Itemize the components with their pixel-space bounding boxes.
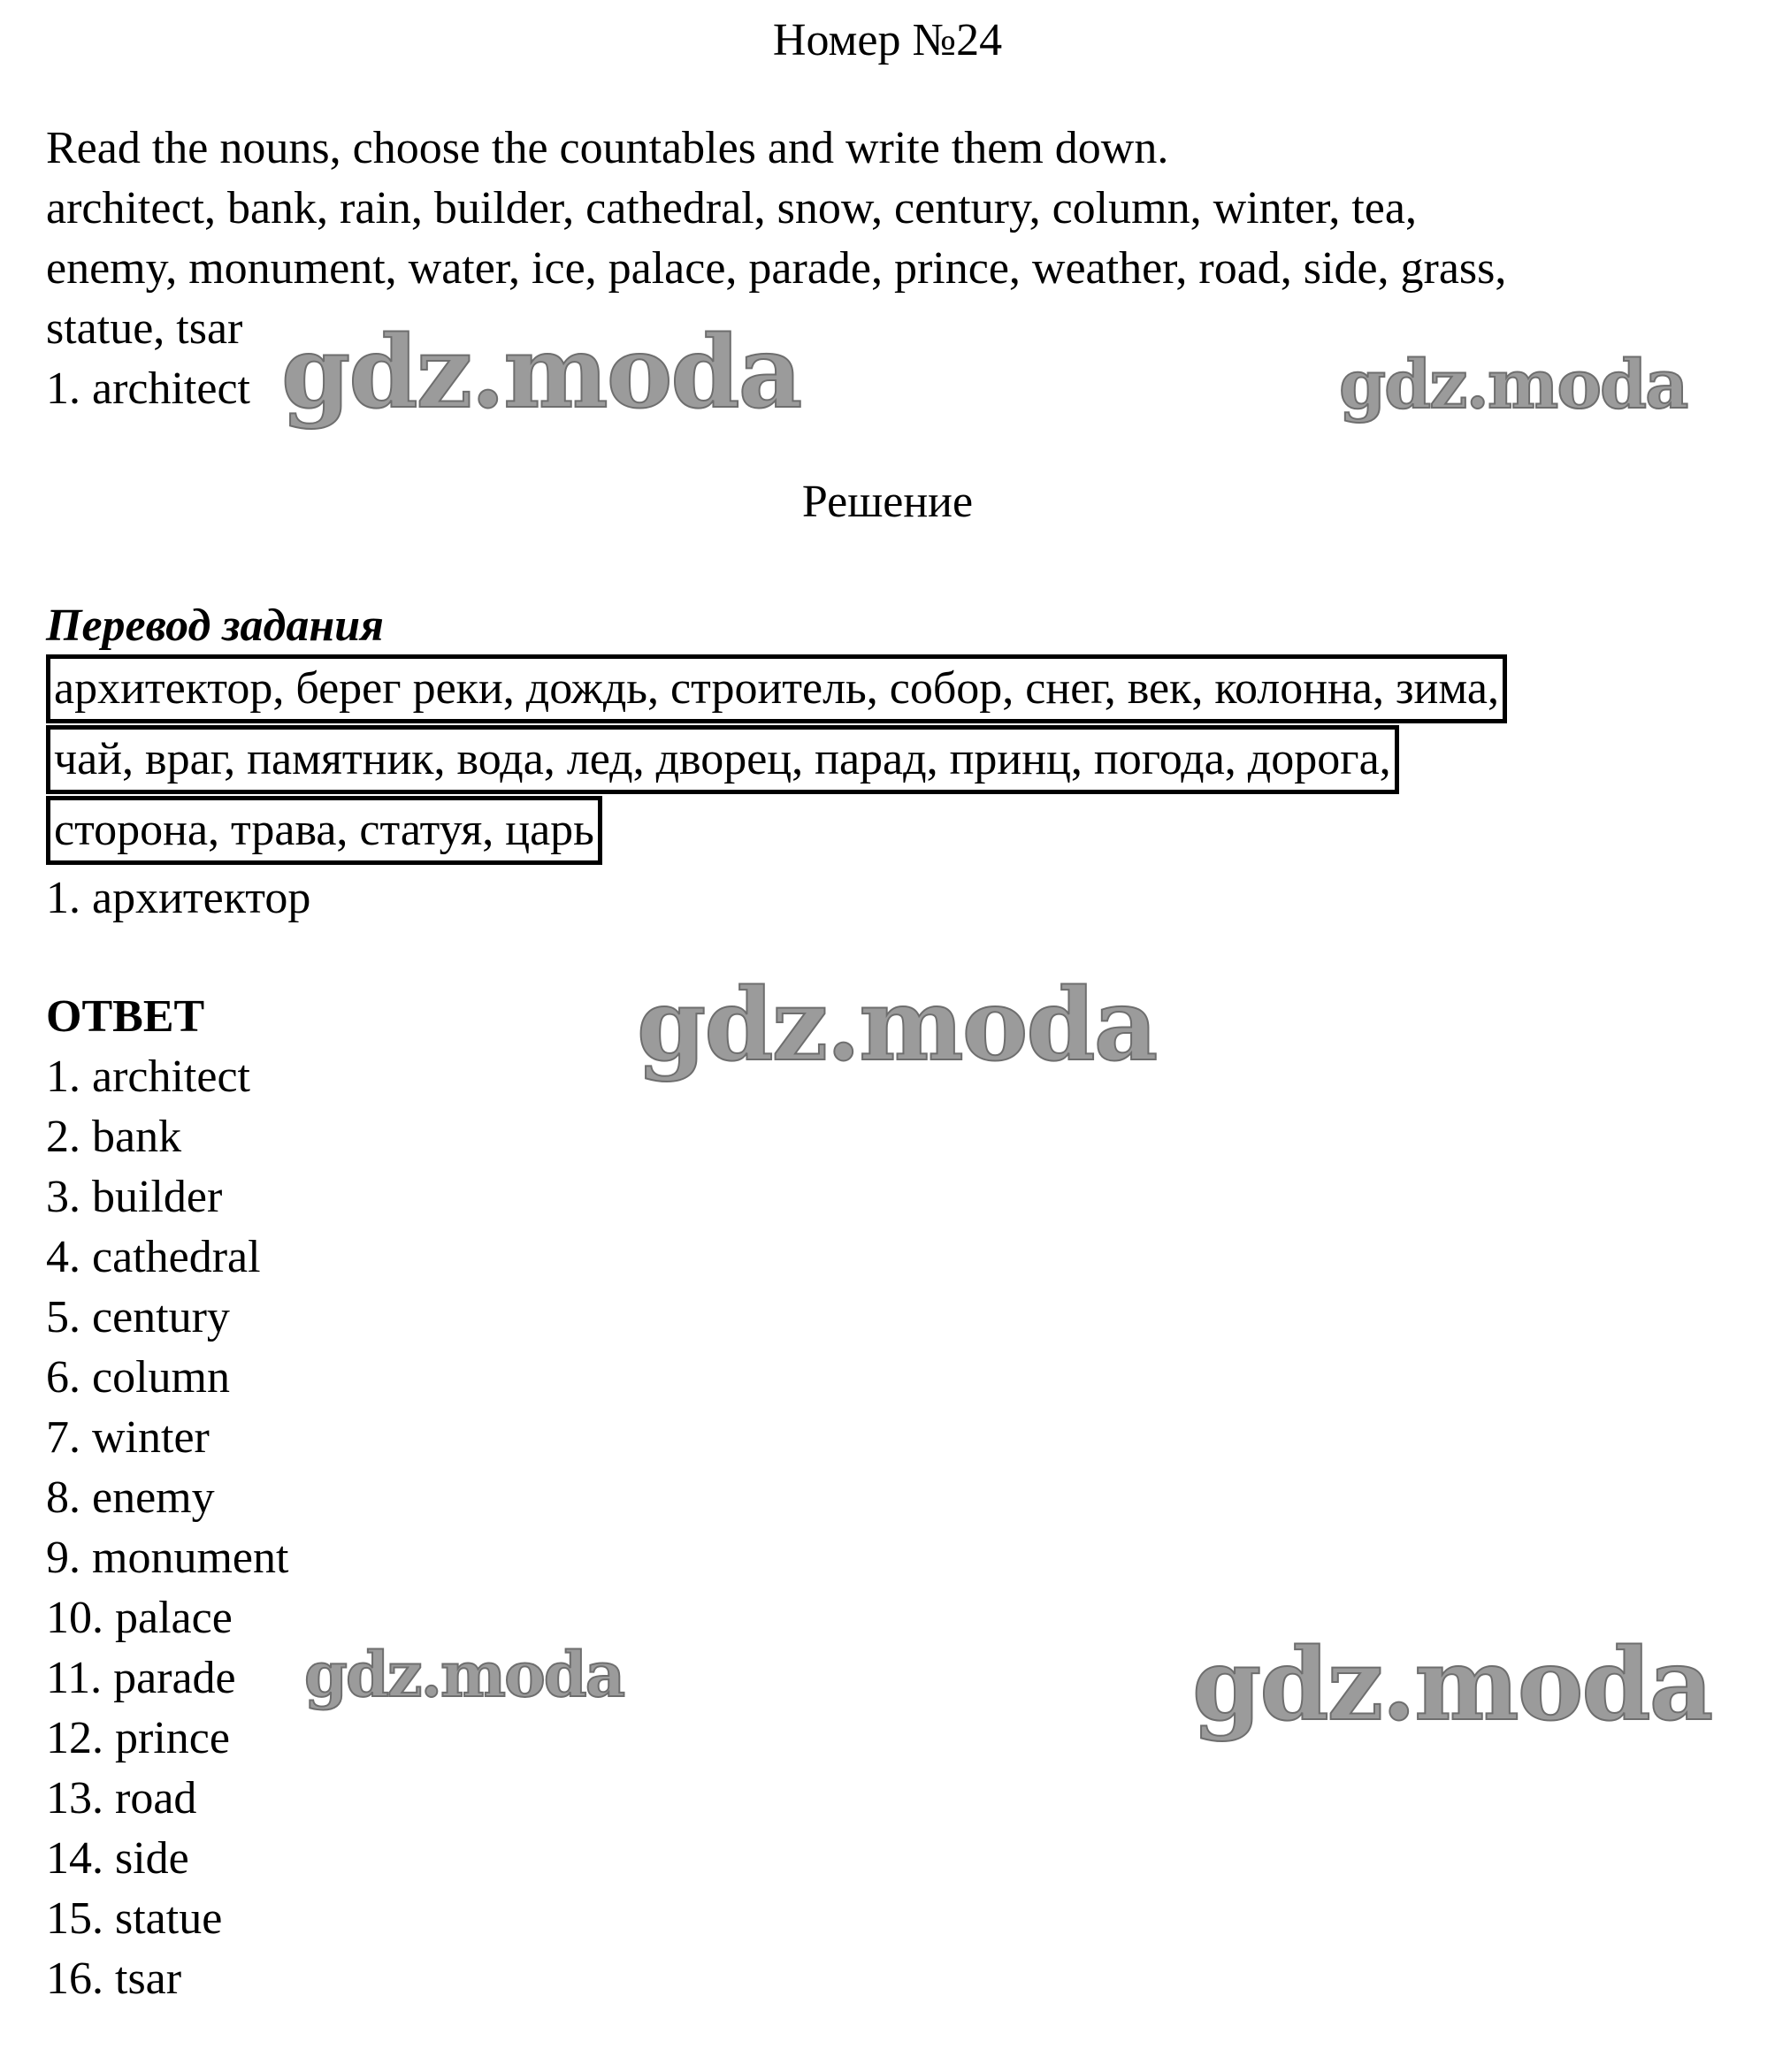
task-words-line-3: statue, tsar [46, 303, 243, 354]
answer-item: 12. prince [46, 1713, 230, 1763]
watermark-logo: gdz.moda [637, 967, 1157, 1083]
answer-item: 10. palace [46, 1593, 233, 1643]
translation-line-2: чай, враг, памятник, вода, лед, дворец, парад, принц, погода, дорога, [46, 725, 1399, 794]
task-words-line-1: architect, bank, rain, builder, cathedral, snow, century, column, winter, tea, [46, 183, 1417, 233]
task-example: 1. architect [46, 363, 250, 414]
task-instruction: Read the nouns, choose the countables and write them down. [46, 123, 1169, 173]
answer-item: 11. parade [46, 1653, 236, 1703]
answer-item: 8. enemy [46, 1472, 215, 1523]
answer-item: 6. column [46, 1352, 230, 1403]
task-words-line-2: enemy, monument, water, ice, palace, parade, prince, weather, road, side, grass, [46, 243, 1507, 294]
watermark-logo: gdz.moda [1192, 1627, 1712, 1743]
translation-heading: Перевод задания [46, 600, 384, 651]
answer-item: 16. tsar [46, 1953, 182, 2004]
answer-item: 5. century [46, 1292, 230, 1342]
watermark-logo: gdz.moda [1339, 345, 1687, 424]
answer-item: 2. bank [46, 1112, 182, 1162]
answer-item: 15. statue [46, 1893, 223, 1944]
answer-item: 7. winter [46, 1412, 210, 1463]
answer-item: 13. road [46, 1773, 197, 1824]
solution-heading: Решение [801, 477, 974, 527]
answer-heading: ОТВЕТ [46, 991, 205, 1042]
answer-item: 3. builder [46, 1172, 223, 1222]
translation-line-1: архитектор, берег реки, дождь, строитель, собор, снег, век, колонна, зима, [46, 654, 1507, 723]
answer-item: 4. cathedral [46, 1232, 261, 1282]
watermark-logo: gdz.moda [304, 1638, 624, 1711]
answer-item: 14. side [46, 1833, 189, 1884]
translation-example: 1. архитектор [46, 873, 311, 923]
translation-line-3: сторона, трава, статуя, царь [46, 796, 602, 865]
answer-item: 1. architect [46, 1051, 250, 1102]
page-title: Номер №24 [772, 15, 1003, 65]
answer-item: 9. monument [46, 1533, 289, 1583]
watermark-logo: gdz.moda [281, 315, 801, 431]
